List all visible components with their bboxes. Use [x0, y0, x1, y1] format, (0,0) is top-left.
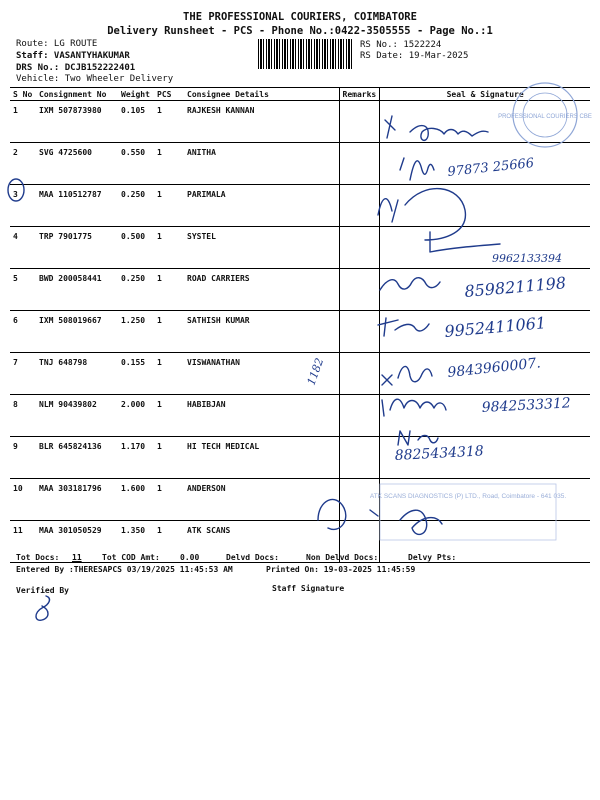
- company-title: THE PROFESSIONAL COURIERS, COIMBATORE: [183, 11, 417, 23]
- cell-consignment: IXM 508019667: [36, 311, 118, 353]
- cell-pcs: 1: [154, 101, 184, 143]
- signature-2: [400, 158, 434, 180]
- cell-sno: 6: [10, 311, 36, 353]
- cell-consignee: ROAD CARRIERS: [184, 269, 339, 311]
- cell-pcs: 1: [154, 269, 184, 311]
- cell-pcs: 1: [154, 479, 184, 521]
- cell-consignment: BWD 200058441: [36, 269, 118, 311]
- atk-stamp: [370, 484, 566, 540]
- cell-sno: 1: [10, 101, 36, 143]
- cell-consignee: PARIMALA: [184, 185, 339, 227]
- delvy-pts-label: Delvy Pts:: [408, 553, 457, 562]
- cell-pcs: 1: [154, 521, 184, 563]
- cell-weight: 2.000: [118, 395, 154, 437]
- cell-sno: 7: [10, 353, 36, 395]
- cell-consignee: ANDERSON: [184, 479, 339, 521]
- cell-pcs: 1: [154, 395, 184, 437]
- cell-weight: 1.170: [118, 437, 154, 479]
- signature-5: [380, 278, 440, 290]
- cell-sno: 2: [10, 143, 36, 185]
- cell-weight: 1.350: [118, 521, 154, 563]
- route-label: Route: LG ROUTE: [16, 39, 98, 49]
- round-stamp: [498, 83, 592, 147]
- hw-phone-6: 9952411061: [443, 313, 547, 341]
- cell-consignment: BLR 645824136: [36, 437, 118, 479]
- cell-pcs: 1: [154, 353, 184, 395]
- non-delvd-docs-label: Non Delvd Docs:: [306, 553, 379, 562]
- cell-sno: 9: [10, 437, 36, 479]
- cell-pcs: 1: [154, 185, 184, 227]
- signature-1: [385, 116, 488, 140]
- cell-consignee: VISWANATHAN: [184, 353, 339, 395]
- cell-consignment: MAA 301050529: [36, 521, 118, 563]
- cell-pcs: 1: [154, 227, 184, 269]
- cell-weight: 1.600: [118, 479, 154, 521]
- cell-consignment: TNJ 648798: [36, 353, 118, 395]
- col-seal: Seal & Signature: [380, 88, 590, 101]
- cell-consignee: HABIBJAN: [184, 395, 339, 437]
- cell-sno: 5: [10, 269, 36, 311]
- cell-weight: 0.105: [118, 101, 154, 143]
- cell-pcs: 1: [154, 143, 184, 185]
- cell-consignment: IXM 507873980: [36, 101, 118, 143]
- vehicle-label: Vehicle: Two Wheeler Delivery: [16, 74, 174, 84]
- cell-weight: 1.250: [118, 311, 154, 353]
- tot-docs-label: Tot Docs:: [16, 553, 60, 562]
- signature-9: [398, 431, 438, 445]
- col-consignee: Consignee Details: [184, 88, 339, 101]
- signature-6: [378, 318, 429, 336]
- drs-number: DRS No.: DCJB152222401: [16, 63, 136, 73]
- cell-sno: 10: [10, 479, 36, 521]
- tot-cod-label: Tot COD Amt:: [102, 553, 160, 562]
- circle-mark: [8, 179, 24, 201]
- cell-sno: 8: [10, 395, 36, 437]
- signature-7: [382, 366, 432, 385]
- delvd-docs-label: Delvd Docs:: [226, 553, 279, 562]
- col-remarks: Remarks: [339, 88, 380, 101]
- hw-phone-7: 9843960007.: [446, 355, 542, 381]
- cell-weight: 0.550: [118, 143, 154, 185]
- signature-8: [382, 399, 446, 416]
- hw-phone-8: 9842533312: [481, 395, 572, 416]
- cell-consignee: RAJKESH KANNAN: [184, 101, 339, 143]
- col-consignment: Consignment No: [36, 88, 118, 101]
- cell-consignee: SYSTEL: [184, 227, 339, 269]
- tot-docs-value: 11: [72, 553, 82, 562]
- entered-by: Entered By :THERESAPCS 03/19/2025 11:45:53 AM: [16, 565, 233, 574]
- signature-3: [378, 189, 500, 252]
- hw-phone-2: 97873 25666: [446, 155, 535, 180]
- staff-label: Staff: VASANTYHAKUMAR: [16, 51, 130, 61]
- cell-consignment: MAA 110512787: [36, 185, 118, 227]
- cell-consignee: HI TECH MEDICAL: [184, 437, 339, 479]
- hw-phone-5: 8598211198: [463, 273, 567, 301]
- printed-on: Printed On: 19-03-2025 11:45:59: [266, 565, 416, 574]
- round-stamp-text: PROFESSIONAL COURIERS CBE: [498, 114, 592, 120]
- cell-consignment: MAA 303181796: [36, 479, 118, 521]
- cell-consignee: ANITHA: [184, 143, 339, 185]
- rs-date: RS Date: 19-Mar-2025: [360, 51, 469, 61]
- hw-phone-9: 8825434318: [394, 443, 485, 464]
- cell-weight: 0.250: [118, 269, 154, 311]
- staff-signature-label: Staff Signature: [272, 584, 345, 593]
- cell-pcs: 1: [154, 437, 184, 479]
- hw-margin-number: 1182: [304, 356, 327, 388]
- cell-consignment: NLM 90439802: [36, 395, 118, 437]
- hw-phone-4: 9962133394: [492, 252, 562, 265]
- rs-number: RS No.: 1522224: [360, 40, 442, 50]
- cell-weight: 0.500: [118, 227, 154, 269]
- col-sno: S No: [10, 88, 36, 101]
- cell-consignment: SVG 4725600: [36, 143, 118, 185]
- verified-signature: [36, 596, 49, 620]
- col-pcs: PCS: [154, 88, 184, 101]
- cell-consignment: TRP 7901775: [36, 227, 118, 269]
- cell-sno: 11: [10, 521, 36, 563]
- verified-by-label: Verified By: [16, 586, 69, 595]
- atk-stamp-text: ATK SCANS DIAGNOSTICS (P) LTD., Road, Coimbatore - 641 035.: [369, 493, 567, 500]
- col-weight: Weight: [118, 88, 154, 101]
- cell-weight: 0.155: [118, 353, 154, 395]
- cell-consignee: ATK SCANS: [184, 521, 339, 563]
- cell-weight: 0.250: [118, 185, 154, 227]
- tot-cod-value: 0.00: [180, 553, 200, 562]
- cell-sno: 3: [10, 185, 36, 227]
- cell-pcs: 1: [154, 311, 184, 353]
- cell-sno: 4: [10, 227, 36, 269]
- runsheet-subtitle: Delivery Runsheet - PCS - Phone No.:0422-3505555 - Page No.:1: [107, 25, 493, 37]
- cell-consignee: SATHISH KUMAR: [184, 311, 339, 353]
